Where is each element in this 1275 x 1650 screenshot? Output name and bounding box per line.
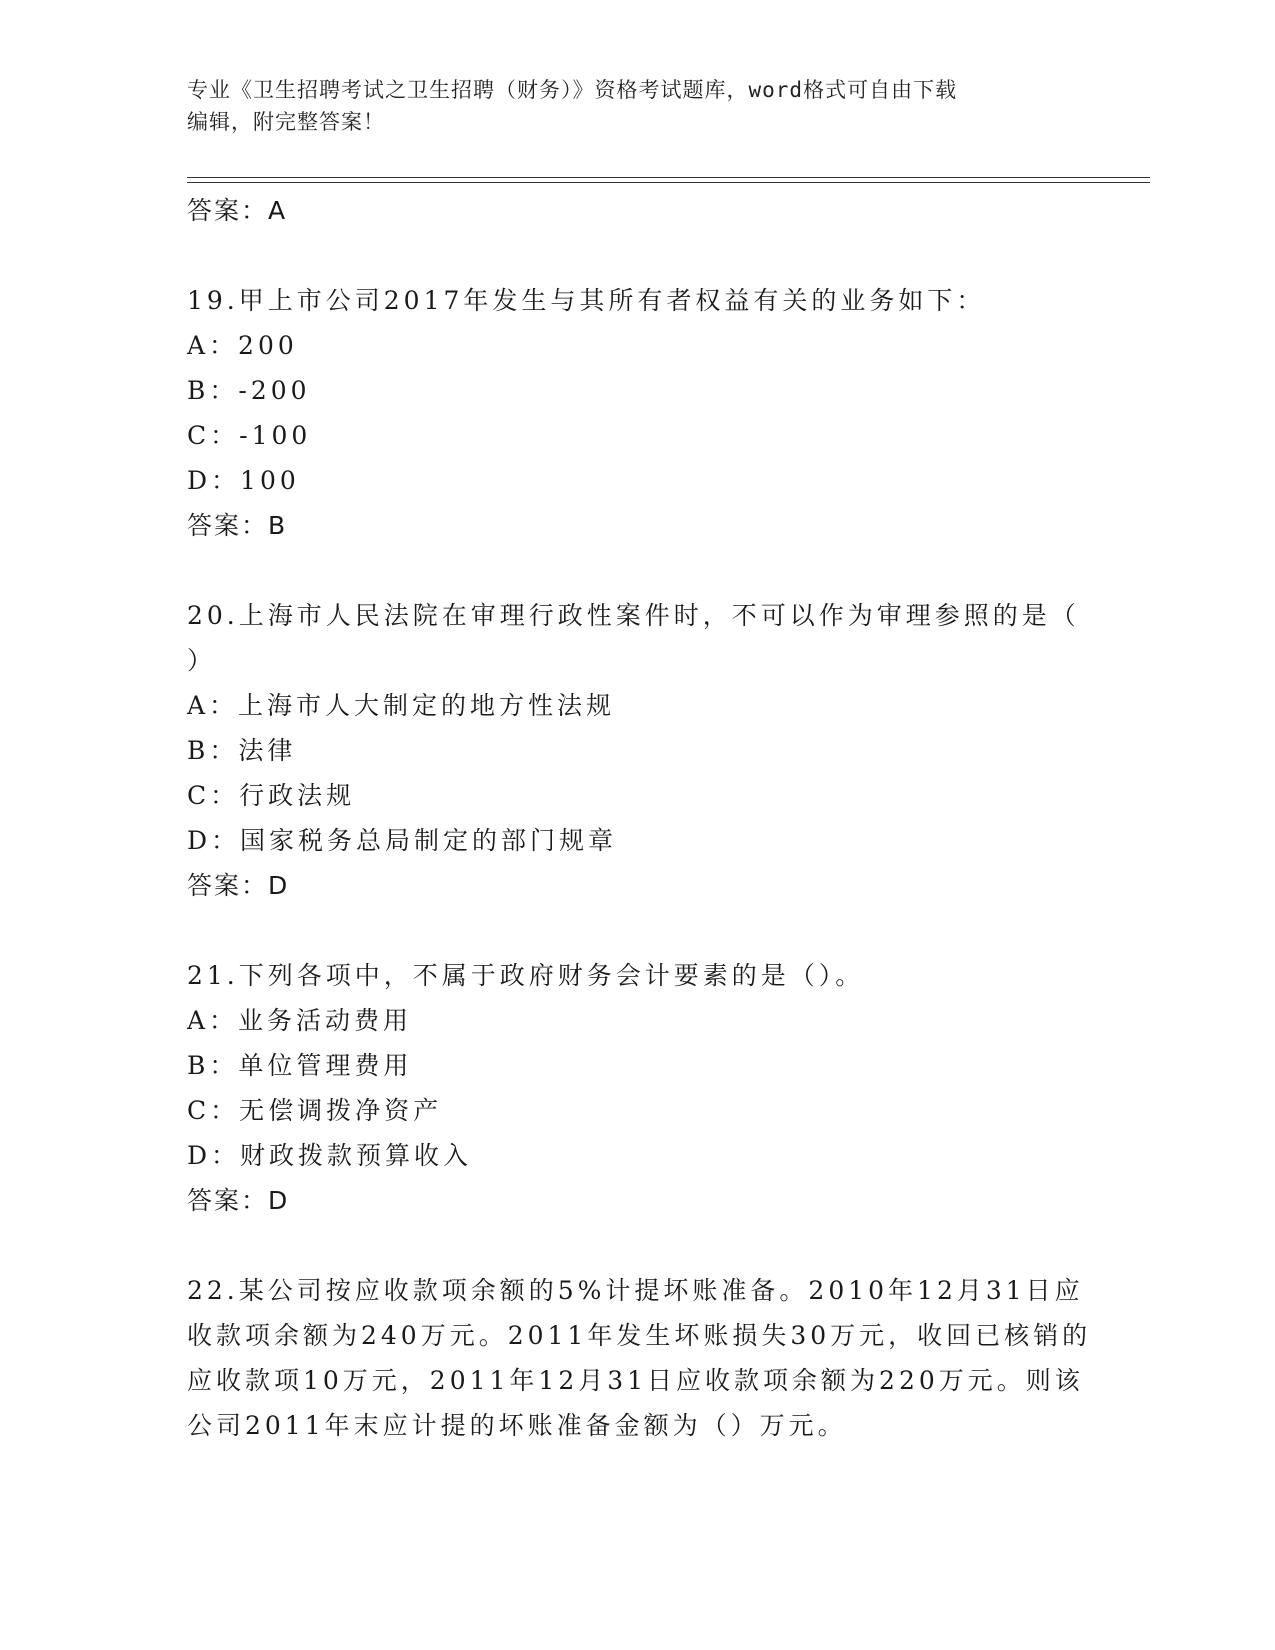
document-header: [187, 74, 1087, 138]
question-text: 20.上海市人民法院在审理行政性案件时，不可以作为审理参照的是（: [187, 601, 1080, 630]
spacer: [187, 1223, 1087, 1268]
option-a: A：200: [187, 331, 298, 360]
question-text-continued: 公司2011年末应计提的坏账准备金额为（）万元。: [187, 1411, 847, 1440]
question-21: [187, 953, 1087, 1223]
answer: 答案：D: [187, 871, 290, 900]
spacer: [187, 908, 1087, 953]
question-20: [187, 593, 1087, 908]
spacer: [187, 548, 1087, 593]
question-text: 19.甲上市公司2017年发生与其所有者权益有关的业务如下：: [187, 286, 986, 315]
option-c: C：-100: [187, 421, 312, 450]
option-b: B：单位管理费用: [187, 1051, 413, 1080]
header-line-2: 编辑，附完整答案！: [187, 110, 385, 134]
option-b: B：-200: [187, 376, 311, 405]
question-text-continued: ）: [187, 646, 217, 675]
header-rule-top: [187, 177, 1150, 178]
option-a: A：业务活动费用: [187, 1006, 413, 1035]
question-text-continued: 收款项余额为240万元。2011年发生坏账损失30万元，收回已核销的: [187, 1321, 1092, 1350]
document-body: [187, 188, 1092, 1448]
answer-previous: 答案：A: [187, 196, 288, 225]
header-line-1: 专业《卫生招聘考试之卫生招聘（财务）》资格考试题库，word格式可自由下载: [187, 78, 958, 102]
question-22: [187, 1268, 1092, 1448]
question-text: 21.下列各项中，不属于政府财务会计要素的是（）。: [187, 961, 865, 990]
answer: 答案：B: [187, 511, 288, 540]
option-b: B：法律: [187, 736, 297, 765]
option-c: C：无偿调拨净资产: [187, 1096, 443, 1125]
question-19: [187, 278, 1087, 548]
question-text-continued: 应收款项10万元，2011年12月31日应收款项余额为220万元。则该: [187, 1366, 1084, 1395]
option-d: D：国家税务总局制定的部门规章: [187, 826, 618, 855]
header-rule-bottom: [187, 182, 1150, 183]
option-c: C：行政法规: [187, 781, 356, 810]
answer: 答案：D: [187, 1186, 290, 1215]
question-text: 22.某公司按应收款项余额的5%计提坏账准备。2010年12月31日应: [187, 1276, 1084, 1305]
spacer: [187, 233, 1087, 278]
option-a: A：上海市人大制定的地方性法规: [187, 691, 616, 720]
option-d: D：财政拨款预算收入: [187, 1141, 473, 1170]
option-d: D：100: [187, 466, 300, 495]
